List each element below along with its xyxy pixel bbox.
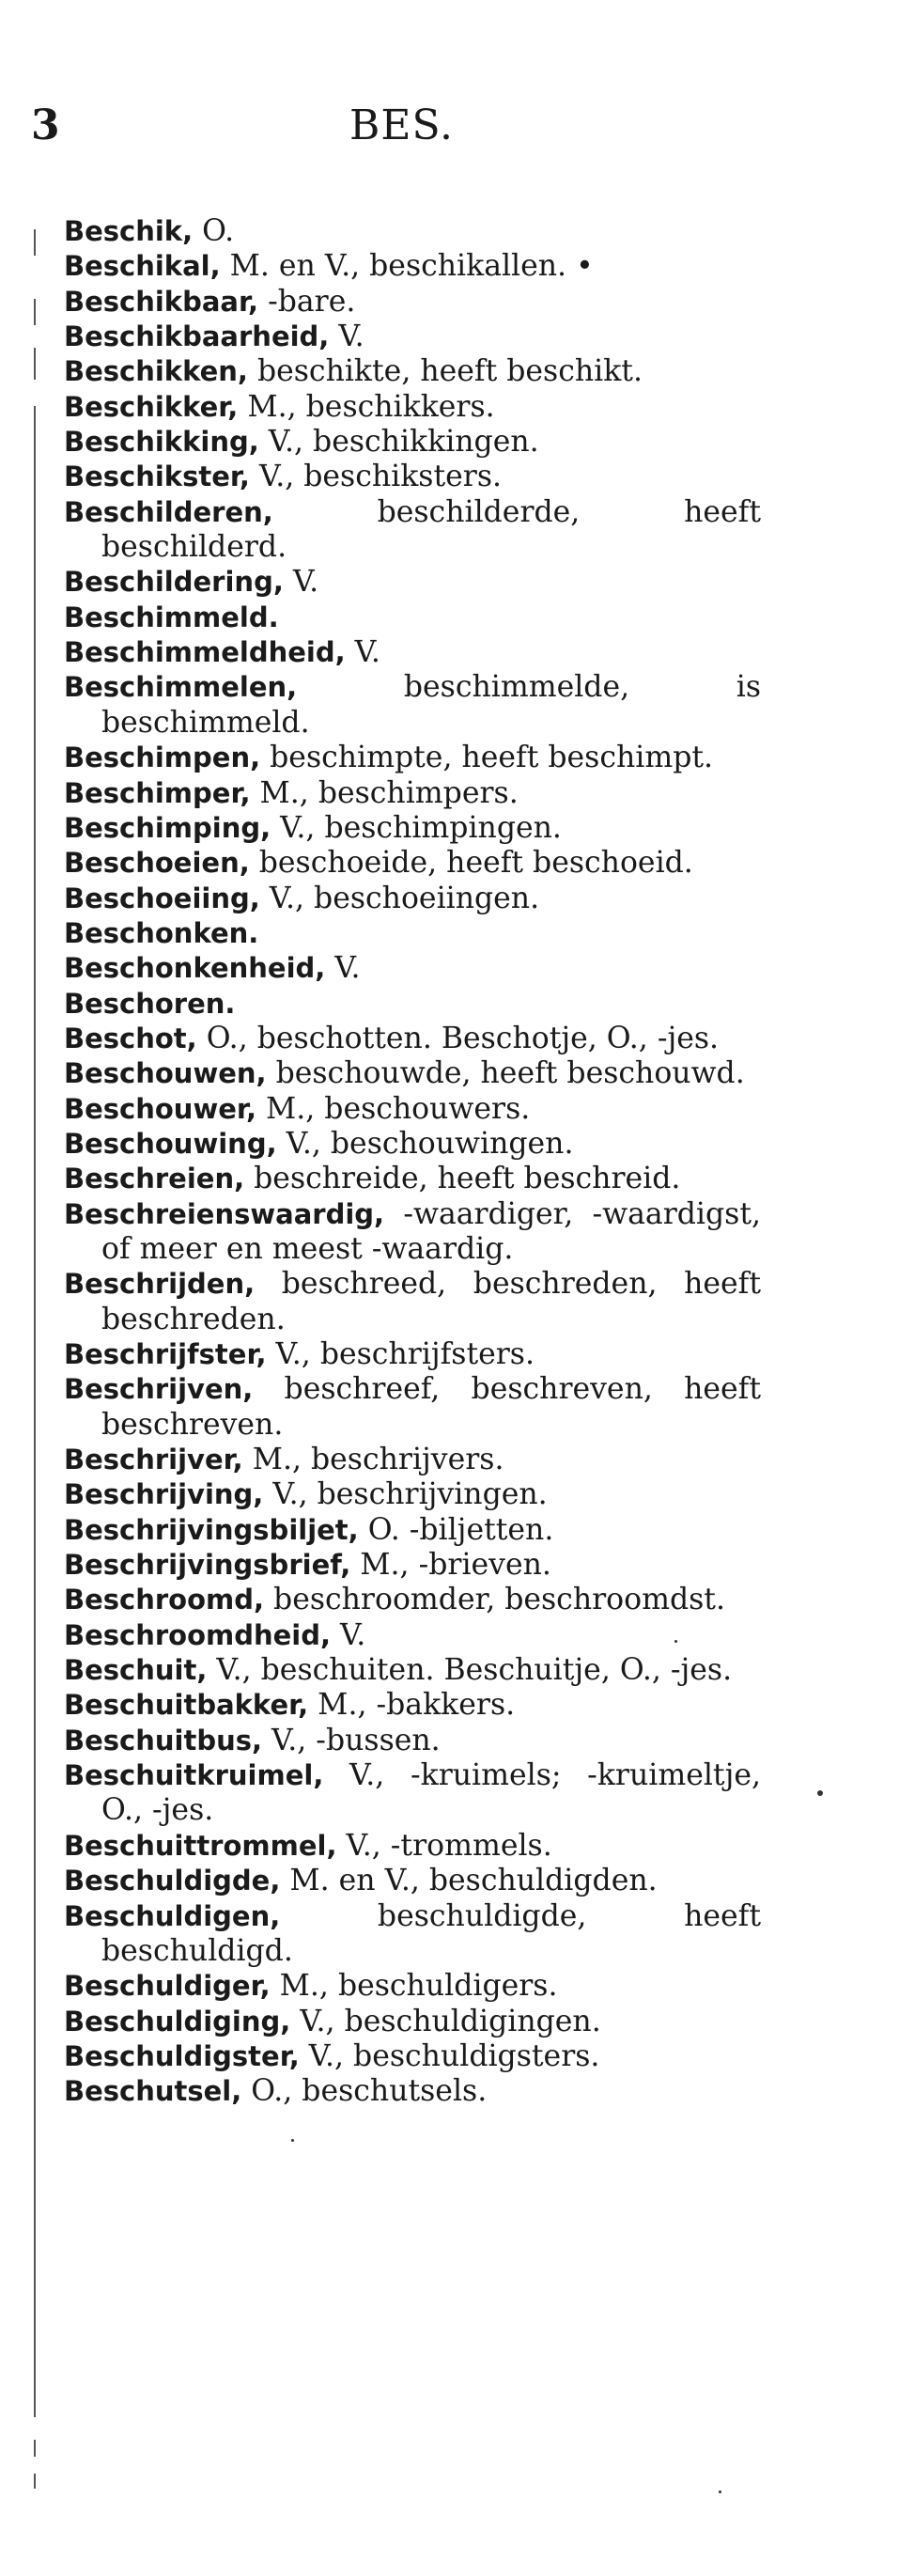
dictionary-entry bbox=[64, 2074, 761, 2109]
dictionary-entry bbox=[64, 320, 761, 354]
dictionary-entry bbox=[64, 811, 761, 846]
dictionary-entry bbox=[64, 1864, 761, 1898]
entry-definition: V., beschuldigingen. bbox=[290, 2004, 601, 2038]
dictionary-entry bbox=[64, 285, 761, 320]
dictionary-entry bbox=[64, 1022, 761, 1056]
dictionary-entry bbox=[64, 1127, 761, 1162]
entry-headword: Beschimpen, bbox=[64, 742, 261, 774]
dictionary-entry bbox=[64, 1162, 761, 1196]
entry-definition: V., beschikkingen. bbox=[258, 425, 539, 460]
entry-headword: Beschrijver, bbox=[64, 1444, 243, 1476]
entry-headword: Beschuitbus, bbox=[64, 1724, 263, 1756]
dictionary-entry bbox=[64, 987, 761, 1022]
dictionary-entry bbox=[64, 2039, 761, 2074]
entry-headword: Beschimmeldheid, bbox=[64, 636, 346, 669]
entry-headword: Beschrijvingsbiljet, bbox=[64, 1513, 359, 1546]
entry-headword: Beschoeien, bbox=[64, 847, 250, 880]
entry-definition: O. bbox=[193, 214, 235, 248]
dictionary-entry bbox=[64, 1477, 761, 1512]
entry-headword: Beschouwer, bbox=[64, 1092, 256, 1125]
page-number: 3 bbox=[31, 101, 60, 149]
entry-headword: Beschrijven, bbox=[64, 1373, 254, 1406]
entry-definition: M. en V., beschuldigden. bbox=[280, 1864, 658, 1898]
entry-headword: Beschutsel, bbox=[64, 2075, 242, 2108]
entry-headword: Beschuldigen, bbox=[64, 1899, 281, 1932]
entry-definition: -bare. bbox=[258, 284, 356, 319]
entry-definition: V., beschuldigsters. bbox=[299, 2038, 600, 2073]
entry-headword: Beschroomdheid, bbox=[64, 1618, 332, 1651]
dictionary-entry bbox=[64, 601, 761, 635]
margin-rule bbox=[34, 229, 36, 256]
dictionary-entry bbox=[64, 1583, 761, 1617]
entry-headword: Beschildering, bbox=[64, 566, 284, 599]
entry-definition: V. bbox=[345, 635, 380, 670]
dictionary-entry bbox=[64, 670, 761, 741]
entry-definition: M. en V., beschikallen. • bbox=[220, 249, 594, 284]
entry-definition: O., beschutsels. bbox=[241, 2074, 488, 2109]
entry-headword: Beschik, bbox=[64, 215, 194, 247]
dictionary-entry bbox=[64, 1653, 761, 1688]
entry-headword: Beschimmeld. bbox=[64, 601, 279, 633]
entry-headword: Beschilderen, bbox=[64, 495, 273, 528]
entry-definition: V. bbox=[329, 320, 364, 354]
dictionary-entry bbox=[64, 846, 761, 881]
entry-definition: V., beschrijfsters. bbox=[266, 1337, 535, 1371]
entry-definition: M., beschikkers. bbox=[238, 389, 495, 424]
running-head: BES. bbox=[349, 101, 455, 149]
entry-definition: O. -biljetten. bbox=[358, 1512, 554, 1547]
margin-rule bbox=[34, 2440, 36, 2457]
entry-definition: beschoeide, heeft beschoeid. bbox=[249, 846, 693, 881]
dictionary-entry bbox=[64, 1337, 761, 1372]
entry-headword: Beschikal, bbox=[64, 250, 221, 283]
dictionary-entry bbox=[64, 1513, 761, 1548]
entry-headword: Beschouwen, bbox=[64, 1057, 267, 1090]
dictionary-entry bbox=[64, 1758, 761, 1829]
entry-definition: beschikte, heeft beschikt. bbox=[247, 354, 643, 389]
margin-rule bbox=[34, 2474, 36, 2489]
ink-speck bbox=[719, 2490, 721, 2493]
dictionary-entry bbox=[64, 635, 761, 670]
dictionary-entry bbox=[64, 1688, 761, 1723]
entry-headword: Beschuldigster, bbox=[64, 2039, 300, 2072]
dictionary-entry bbox=[64, 1548, 761, 1583]
dictionary-entry bbox=[64, 565, 761, 600]
dictionary-entry bbox=[64, 495, 761, 566]
entry-headword: Beschuittrommel, bbox=[64, 1829, 337, 1862]
entry-definition: beschimmelde, is beschimmeld. bbox=[101, 670, 761, 740]
dictionary-entry bbox=[64, 354, 761, 389]
entry-headword: Beschimping, bbox=[64, 811, 271, 844]
entry-definition: M., beschouwers. bbox=[256, 1091, 531, 1126]
dictionary-entry bbox=[64, 214, 761, 249]
dictionary-entry bbox=[64, 776, 761, 811]
dictionary-entry bbox=[64, 1443, 761, 1477]
entry-definition: beschimpte, heeft beschimpt. bbox=[260, 741, 714, 775]
dictionary-entry bbox=[64, 425, 761, 460]
ink-speck bbox=[817, 1790, 823, 1796]
entry-headword: Beschreienswaardig, bbox=[64, 1197, 385, 1230]
entry-headword: Beschrijfster, bbox=[64, 1338, 267, 1370]
entry-headword: Beschimmelen, bbox=[64, 671, 298, 704]
dictionary-entry bbox=[64, 1724, 761, 1758]
entry-definition: M., -brieven. bbox=[350, 1548, 551, 1583]
entry-headword: Beschonkenheid, bbox=[64, 952, 326, 985]
entry-definition: V., beschrijvingen. bbox=[263, 1477, 548, 1512]
entry-definition: O., beschotten. Beschotje, O., -jes. bbox=[196, 1021, 720, 1055]
entry-definition: V., beschouwingen. bbox=[276, 1126, 574, 1161]
entry-definition: V., -trommels. bbox=[336, 1828, 552, 1863]
entry-headword: Beschuldigde, bbox=[64, 1865, 281, 1897]
entry-definition: V., -bussen. bbox=[262, 1723, 441, 1757]
entry-headword: Beschuit, bbox=[64, 1654, 208, 1687]
dictionary-entry bbox=[64, 1372, 761, 1443]
entry-definition: beschreed, beschreden, heeft beschreden. bbox=[101, 1267, 761, 1336]
entry-headword: Beschikker, bbox=[64, 390, 239, 423]
entry-headword: Beschoren. bbox=[64, 987, 236, 1020]
entry-headword: Beschikbaarheid, bbox=[64, 320, 330, 353]
entry-definition: V. bbox=[331, 1617, 366, 1652]
entry-definition: beschuldigde, heeft beschuldigd. bbox=[101, 1898, 761, 1968]
dictionary-entry bbox=[64, 1829, 761, 1864]
dictionary-entry-list bbox=[64, 214, 761, 2110]
entry-headword: Beschreien, bbox=[64, 1163, 245, 1195]
dictionary-entry bbox=[64, 1092, 761, 1127]
margin-rule bbox=[34, 348, 36, 380]
margin-rule bbox=[34, 299, 36, 325]
entry-headword: Beschrijving, bbox=[64, 1478, 264, 1511]
entry-headword: Beschuitkruimel, bbox=[64, 1759, 324, 1792]
entry-headword: Beschroomd, bbox=[64, 1584, 265, 1616]
dictionary-entry bbox=[64, 916, 761, 951]
entry-headword: Beschouwing, bbox=[64, 1127, 277, 1160]
entry-definition: V., beschuiten. Beschuitje, O., -jes. bbox=[207, 1653, 733, 1688]
entry-headword: Beschrijvingsbrief, bbox=[64, 1549, 351, 1582]
entry-headword: Beschot, bbox=[64, 1022, 197, 1054]
entry-definition: V., beschimpingen. bbox=[271, 810, 562, 845]
dictionary-entry bbox=[64, 882, 761, 916]
ink-speck bbox=[291, 2139, 294, 2142]
entry-headword: Beschuitbakker, bbox=[64, 1689, 309, 1722]
dictionary-entry bbox=[64, 1618, 761, 1653]
entry-headword: Beschoeiing, bbox=[64, 882, 260, 914]
entry-definition: beschreide, heeft beschreid. bbox=[244, 1162, 681, 1196]
dictionary-entry bbox=[64, 1197, 761, 1268]
margin-rule bbox=[34, 406, 36, 2417]
entry-headword: Beschikbaar, bbox=[64, 285, 259, 318]
entry-headword: Beschonken. bbox=[64, 916, 259, 949]
entry-headword: Beschimper, bbox=[64, 776, 251, 809]
dictionary-entry bbox=[64, 1899, 761, 1970]
dictionary-entry bbox=[64, 390, 761, 425]
entry-definition: V., beschiksters. bbox=[249, 460, 503, 494]
entry-headword: Beschikken, bbox=[64, 355, 248, 388]
dictionary-entry bbox=[64, 1056, 761, 1091]
entry-headword: Beschikking, bbox=[64, 426, 259, 459]
dictionary-entry bbox=[64, 249, 761, 284]
entry-headword: Beschrijden, bbox=[64, 1268, 256, 1301]
entry-headword: Beschikster, bbox=[64, 461, 250, 493]
dictionary-entry bbox=[64, 951, 761, 986]
entry-definition: beschreef, beschreven, heeft beschreven. bbox=[101, 1372, 761, 1442]
entry-definition: M., -bakkers. bbox=[308, 1688, 516, 1723]
entry-definition: M., beschimpers. bbox=[250, 775, 519, 810]
entry-definition: -waardiger, -waardigst, of meer en meest -waardig. bbox=[101, 1196, 761, 1266]
entry-definition: beschouwde, heeft beschouwd. bbox=[266, 1056, 745, 1091]
entry-definition: V., beschoeiingen. bbox=[259, 881, 540, 915]
entry-definition: M., beschuldigers. bbox=[270, 1969, 558, 2004]
dictionary-entry bbox=[64, 2005, 761, 2039]
entry-definition: M., beschrijvers. bbox=[242, 1443, 504, 1477]
dictionary-entry bbox=[64, 460, 761, 494]
dictionary-entry bbox=[64, 1267, 761, 1337]
dictionary-entry bbox=[64, 741, 761, 775]
entry-definition: beschroomder, beschroomdst. bbox=[264, 1583, 725, 1617]
entry-definition: V., -kruimels; -kruimeltje, O., -jes. bbox=[101, 1758, 761, 1828]
entry-definition: V. bbox=[325, 951, 361, 986]
entry-headword: Beschuldiger, bbox=[64, 1970, 271, 2003]
dictionary-entry bbox=[64, 1969, 761, 2004]
entry-headword: Beschuldiging, bbox=[64, 2005, 291, 2037]
entry-definition: V. bbox=[283, 565, 319, 600]
entry-definition: beschilderde, heeft beschilderd. bbox=[101, 494, 761, 565]
